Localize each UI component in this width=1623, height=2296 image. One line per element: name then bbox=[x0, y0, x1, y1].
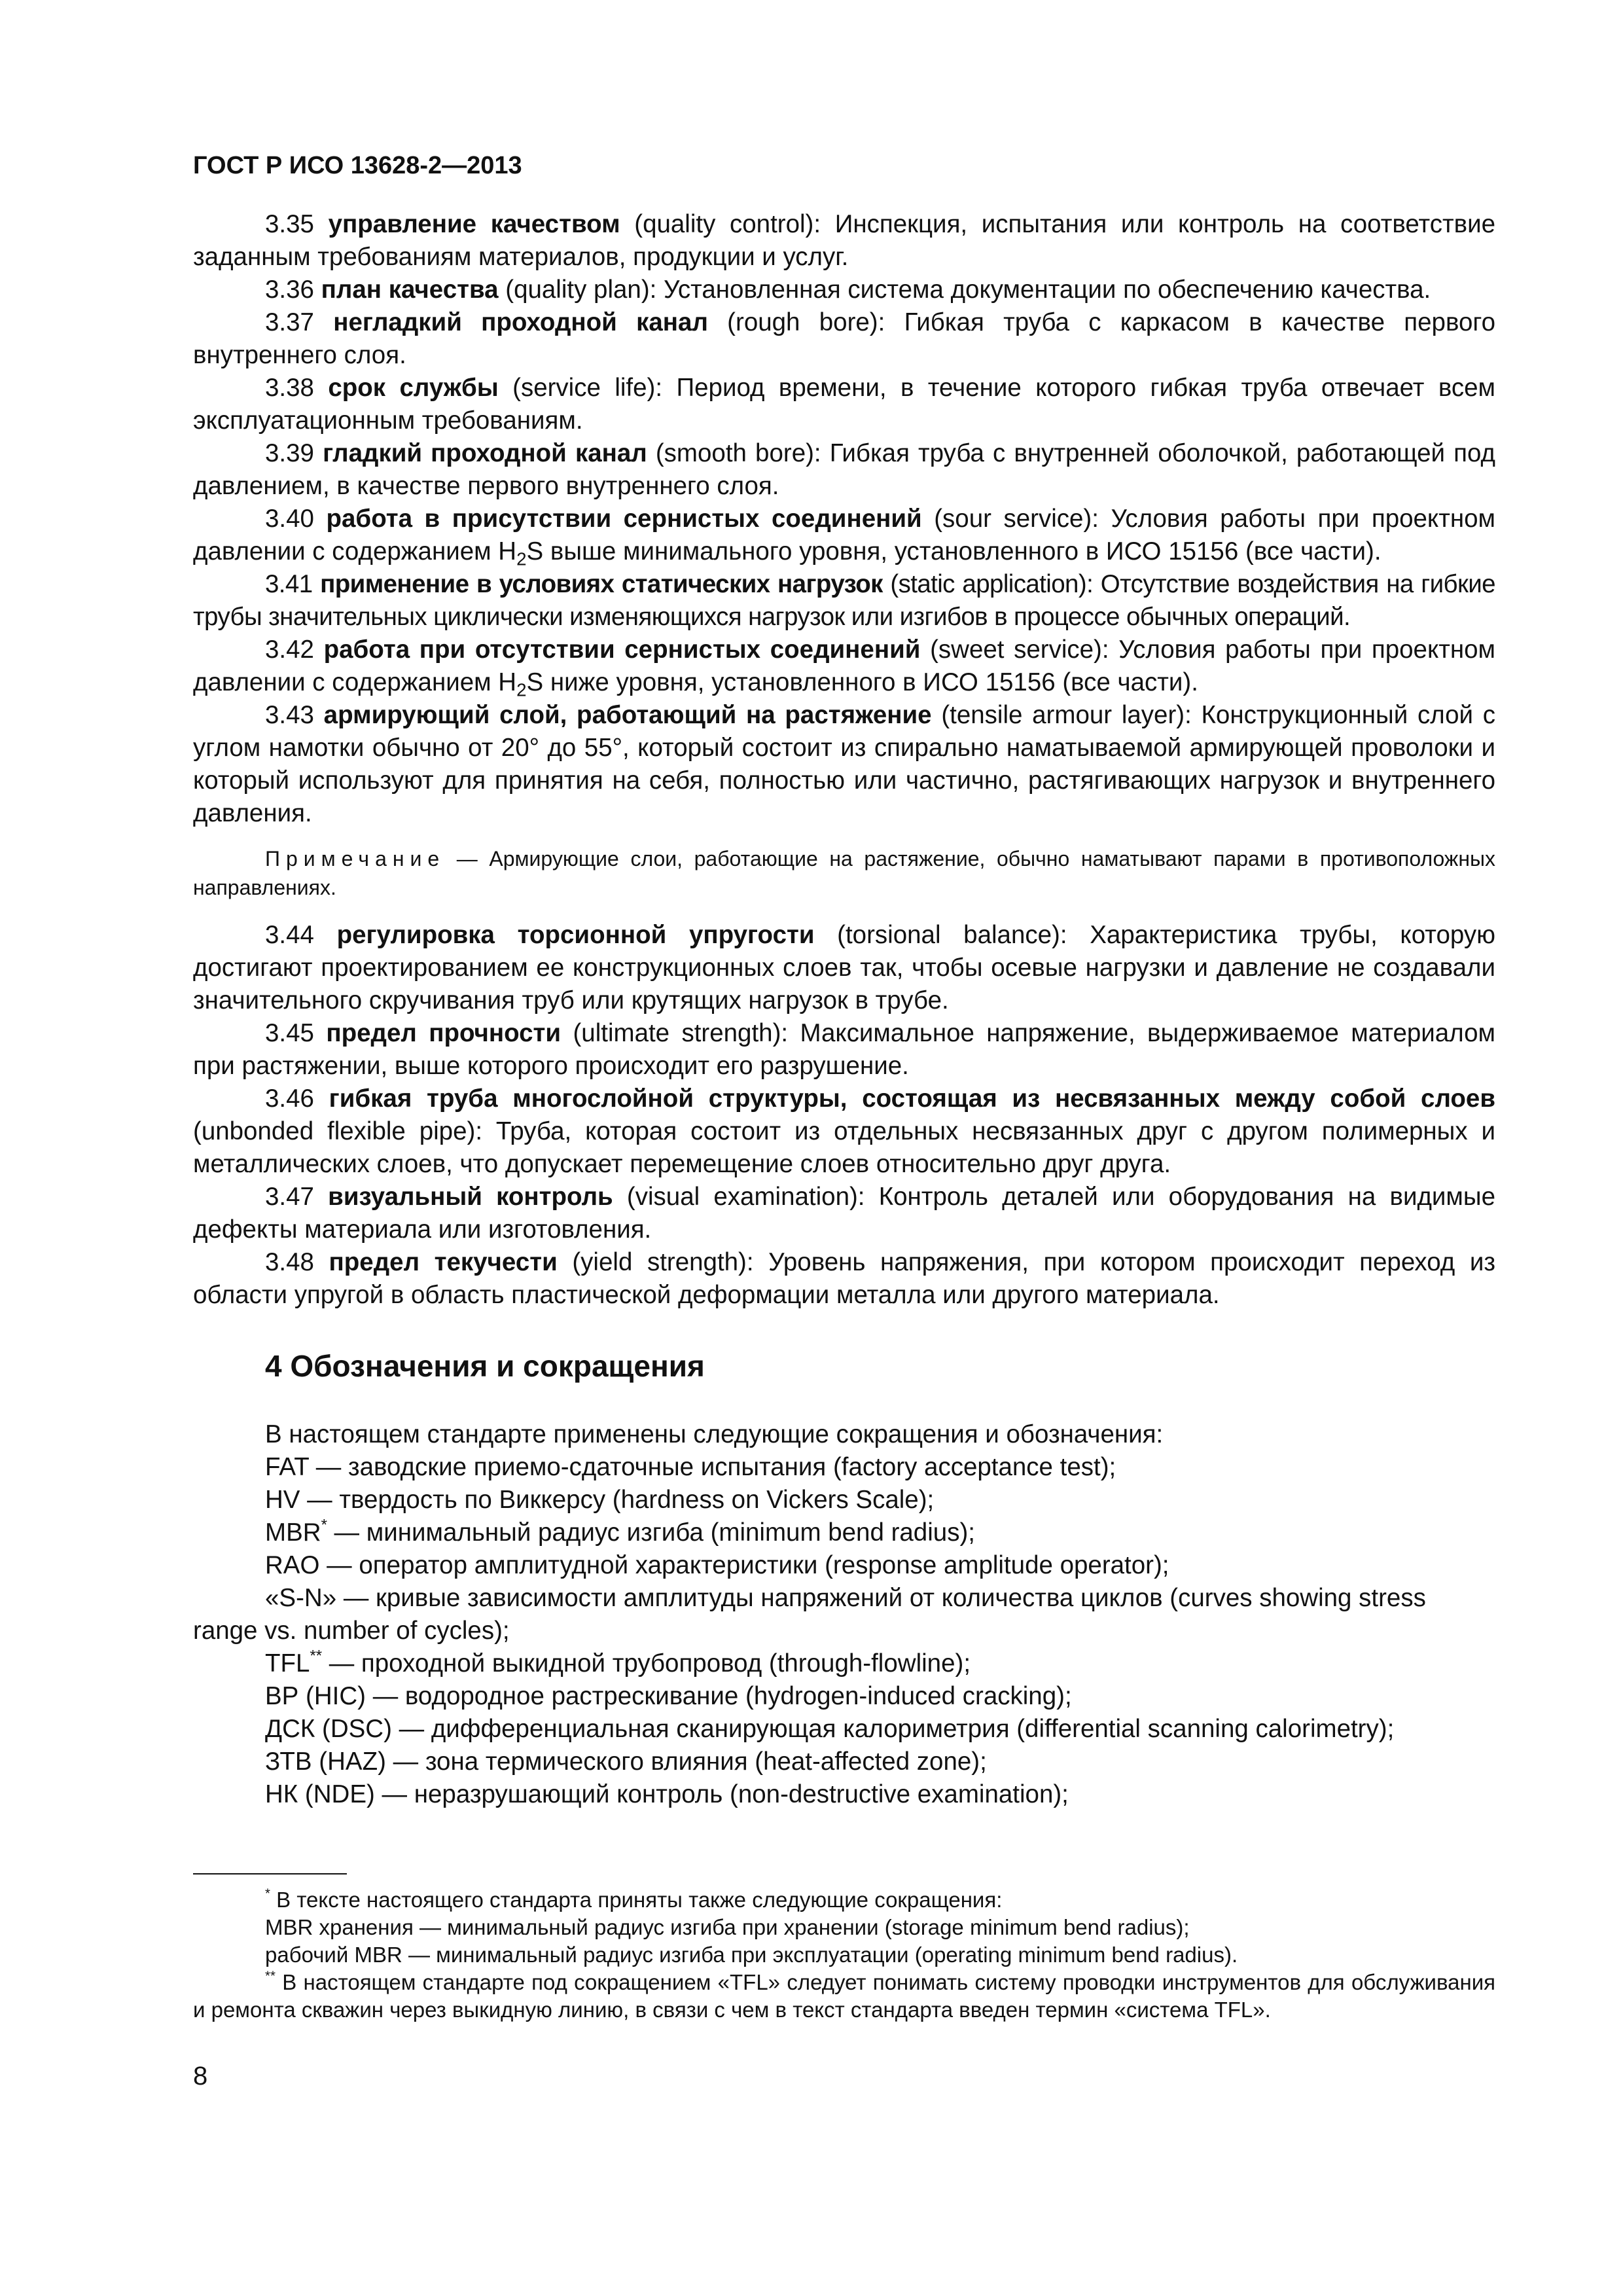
definition-number: 3.40 bbox=[265, 505, 314, 533]
definition-number: 3.37 bbox=[265, 308, 314, 336]
abbreviation-item bbox=[193, 1647, 1495, 1680]
definition-3-40 bbox=[193, 503, 1495, 568]
definition-term: гибкая труба многослойной структуры, состоящая из несвязанных между собой слоев bbox=[329, 1085, 1496, 1113]
definition-text: (sweet service): Условия работы при проектном давлении с содержанием H bbox=[193, 636, 1495, 696]
definition-3-45 bbox=[193, 1017, 1495, 1083]
definition-text: (rough bore): Гибкая труба с каркасом в качестве первого внутреннего слоя. bbox=[193, 308, 1495, 369]
abbreviation-item: ВР (HIC) — водородное растрескивание (hydrogen-induced cracking); bbox=[265, 1682, 1072, 1710]
footnote-2 bbox=[193, 1969, 1495, 2024]
definition-term: работа в присутствии сернистых соединений bbox=[326, 505, 922, 533]
document-header: ГОСТ Р ИСО 13628-2—2013 bbox=[193, 152, 522, 179]
definition-3-42 bbox=[193, 634, 1495, 699]
definition-text: S выше минимального уровня, установленного в ИСО 15156 (все части). bbox=[526, 537, 1382, 565]
definition-term: план качества bbox=[321, 276, 499, 304]
definition-3-41 bbox=[193, 568, 1495, 634]
definition-text: (visual examination): Контроль деталей или оборудования на видимые дефекты материала или изготовления. bbox=[193, 1183, 1495, 1244]
definition-term: предел прочности bbox=[326, 1019, 562, 1047]
footnote-mark[interactable]: * bbox=[321, 1516, 327, 1534]
abbreviation-item: ДСК (DSC) — дифференциальная сканирующая калориметрия (differential scanning calorimetry); bbox=[265, 1715, 1395, 1743]
definition-text: (quality control): Инспекция, испытания или контроль на соответствие заданным требованиям материалов, продукции и услуг. bbox=[193, 210, 1495, 271]
abbreviation-text: «S-N» — кривые зависимости амплитуды напряжений от количества циклов (curves showing stress bbox=[265, 1584, 1426, 1612]
definition-number: 3.36 bbox=[265, 276, 314, 304]
note-label: Примечание bbox=[265, 847, 446, 870]
definition-3-35 bbox=[193, 208, 1495, 274]
definition-number: 3.35 bbox=[265, 210, 314, 238]
subscript: 2 bbox=[516, 679, 527, 700]
definition-number: 3.46 bbox=[265, 1085, 314, 1113]
definition-text: (tensile armour layer): Конструкционный слой с углом намотки обычно от 20° до 55°, который состоит из спирально наматываемой армирующей проволоки и который используют для принятия на себя, полностью или частично, растягивающих нагрузок и внутреннего давления. bbox=[193, 701, 1495, 827]
document-body bbox=[193, 208, 1495, 1811]
section-title: 4 Обозначения и сокращения bbox=[265, 1349, 705, 1383]
definition-3-37 bbox=[193, 306, 1495, 372]
definition-text: (service life): Период времени, в течение которого гибкая труба отвечает всем эксплуатационным требованиям. bbox=[193, 374, 1495, 435]
abbreviation-item: ЗТВ (HAZ) — зона термического влияния (heat-affected zone); bbox=[265, 1748, 987, 1776]
abbreviation-text: range vs. number of cycles); bbox=[193, 1617, 510, 1645]
footnote-divider bbox=[193, 1873, 347, 1874]
definition-term: применение в условиях статических нагрузок bbox=[320, 570, 883, 598]
abbreviation-item: RAO — оператор амплитудной характеристики (response amplitude operator); bbox=[265, 1551, 1169, 1579]
page-number: 8 bbox=[193, 2062, 208, 2090]
definition-text: (yield strength): Уровень напряжения, при котором происходит переход из области упругой в область пластической деформации металла или другого материала. bbox=[193, 1248, 1496, 1309]
definition-term: работа при отсутствии сернистых соединений bbox=[323, 636, 921, 664]
definition-3-44 bbox=[193, 919, 1495, 1017]
footnote-mark: ** bbox=[265, 1968, 276, 1984]
footnote-1 bbox=[193, 1886, 1495, 1914]
definition-text: (static application): Отсутствие воздействия на гибкие трубы значительных циклически изменяющихся нагрузок или изгибов в процессе обычных операций. bbox=[193, 570, 1495, 631]
definition-number: 3.43 bbox=[265, 701, 314, 729]
definition-number: 3.44 bbox=[265, 921, 314, 949]
section-intro: В настоящем стандарте применены следующие сокращения и обозначения: bbox=[265, 1420, 1164, 1448]
abbreviation-item: НК (NDE) — неразрушающий контроль (non-destructive examination); bbox=[265, 1780, 1069, 1808]
definition-text: (smooth bore): Гибкая труба с внутренней оболочкой, работающей под давлением, в качестве первого внутреннего слоя. bbox=[193, 439, 1495, 500]
abbreviation: MBR bbox=[265, 1518, 321, 1547]
definition-3-39 bbox=[193, 437, 1495, 503]
definition-term: срок службы bbox=[328, 374, 499, 402]
definition-number: 3.42 bbox=[265, 636, 314, 664]
abbreviation-text: — минимальный радиус изгиба (minimum bend radius); bbox=[327, 1518, 975, 1547]
definition-number: 3.47 bbox=[265, 1183, 314, 1211]
footnote-mark[interactable]: ** bbox=[310, 1647, 323, 1665]
abbreviation-item bbox=[193, 1516, 1495, 1549]
subscript: 2 bbox=[516, 548, 527, 569]
definition-3-46 bbox=[193, 1083, 1495, 1181]
definition-3-48 bbox=[193, 1246, 1495, 1312]
footnote-1-line: рабочий MBR — минимальный радиус изгиба при эксплуатации (operating minimum bend radius). bbox=[265, 1943, 1238, 1967]
footnote-text: В настоящем стандарте под сокращением «TFL» следует понимать систему проводки инструментов для обслуживания и ремонта скважин через выкидную линию, в связи с чем в текст стандарта введен термин «система TFL». bbox=[193, 1970, 1495, 2022]
definition-term: регулировка торсионной упругости bbox=[336, 921, 815, 949]
abbreviation-item bbox=[193, 1582, 1495, 1647]
definition-3-36 bbox=[193, 274, 1495, 306]
definition-number: 3.41 bbox=[265, 570, 313, 598]
footnote-1-line: MBR хранения — минимальный радиус изгиба при хранении (storage minimum bend radius); bbox=[265, 1915, 1190, 1939]
abbreviation: TFL bbox=[265, 1649, 310, 1677]
definition-term: визуальный контроль bbox=[328, 1183, 613, 1211]
note-text: — Армирующие слои, работающие на растяжение, обычно наматывают парами в противоположных направлениях. bbox=[193, 847, 1495, 899]
definition-term: негладкий проходной канал bbox=[333, 308, 708, 336]
definition-text: (unbonded flexible pipe): Труба, которая состоит из отдельных несвязанных друг с другом полимерных и металлических слоев, что допускает перемещение слоев относительно друг друга. bbox=[193, 1117, 1495, 1178]
footnotes bbox=[193, 1886, 1495, 2024]
abbreviation-item: HV — твердость по Виккерсу (hardness on Vickers Scale); bbox=[265, 1486, 935, 1514]
abbreviation-text: — проходной выкидной трубопровод (through-flowline); bbox=[322, 1649, 971, 1677]
footnote-text: В тексте настоящего стандарта приняты также следующие сокращения: bbox=[270, 1888, 1003, 1912]
definition-number: 3.39 bbox=[265, 439, 314, 467]
note bbox=[193, 844, 1495, 902]
definition-text: (torsional balance): Характеристика трубы, которую достигают проектированием ее конструкционных слоев так, чтобы осевые нагрузки и давление не создавали значительного скручивания труб или крутящих нагрузок в трубе. bbox=[193, 921, 1495, 1014]
definition-3-38 bbox=[193, 372, 1495, 437]
definition-text: (quality plan): Установленная система документации по обеспечению качества. bbox=[498, 276, 1431, 304]
definition-text: S ниже уровня, установленного в ИСО 15156 (все части). bbox=[526, 668, 1198, 696]
definition-term: армирующий слой, работающий на растяжение bbox=[323, 701, 932, 729]
definition-term: гладкий проходной канал bbox=[323, 439, 647, 467]
definition-term: управление качеством bbox=[328, 210, 620, 238]
definition-term: предел текучести bbox=[329, 1248, 558, 1276]
footnote-mark: * bbox=[265, 1886, 270, 1901]
definition-number: 3.45 bbox=[265, 1019, 314, 1047]
definition-number: 3.48 bbox=[265, 1248, 314, 1276]
definition-text: (sour service): Условия работы при проектном давлении с содержанием H bbox=[193, 505, 1495, 565]
definition-text: (ultimate strength): Максимальное напряжение, выдерживаемое материалом при растяжении, выше которого происходит его разрушение. bbox=[193, 1019, 1495, 1080]
definition-number: 3.38 bbox=[265, 374, 314, 402]
definition-3-47 bbox=[193, 1181, 1495, 1246]
definition-3-43 bbox=[193, 699, 1495, 830]
abbreviation-item: FAT — заводские приемо-сдаточные испытания (factory acceptance test); bbox=[265, 1453, 1116, 1481]
